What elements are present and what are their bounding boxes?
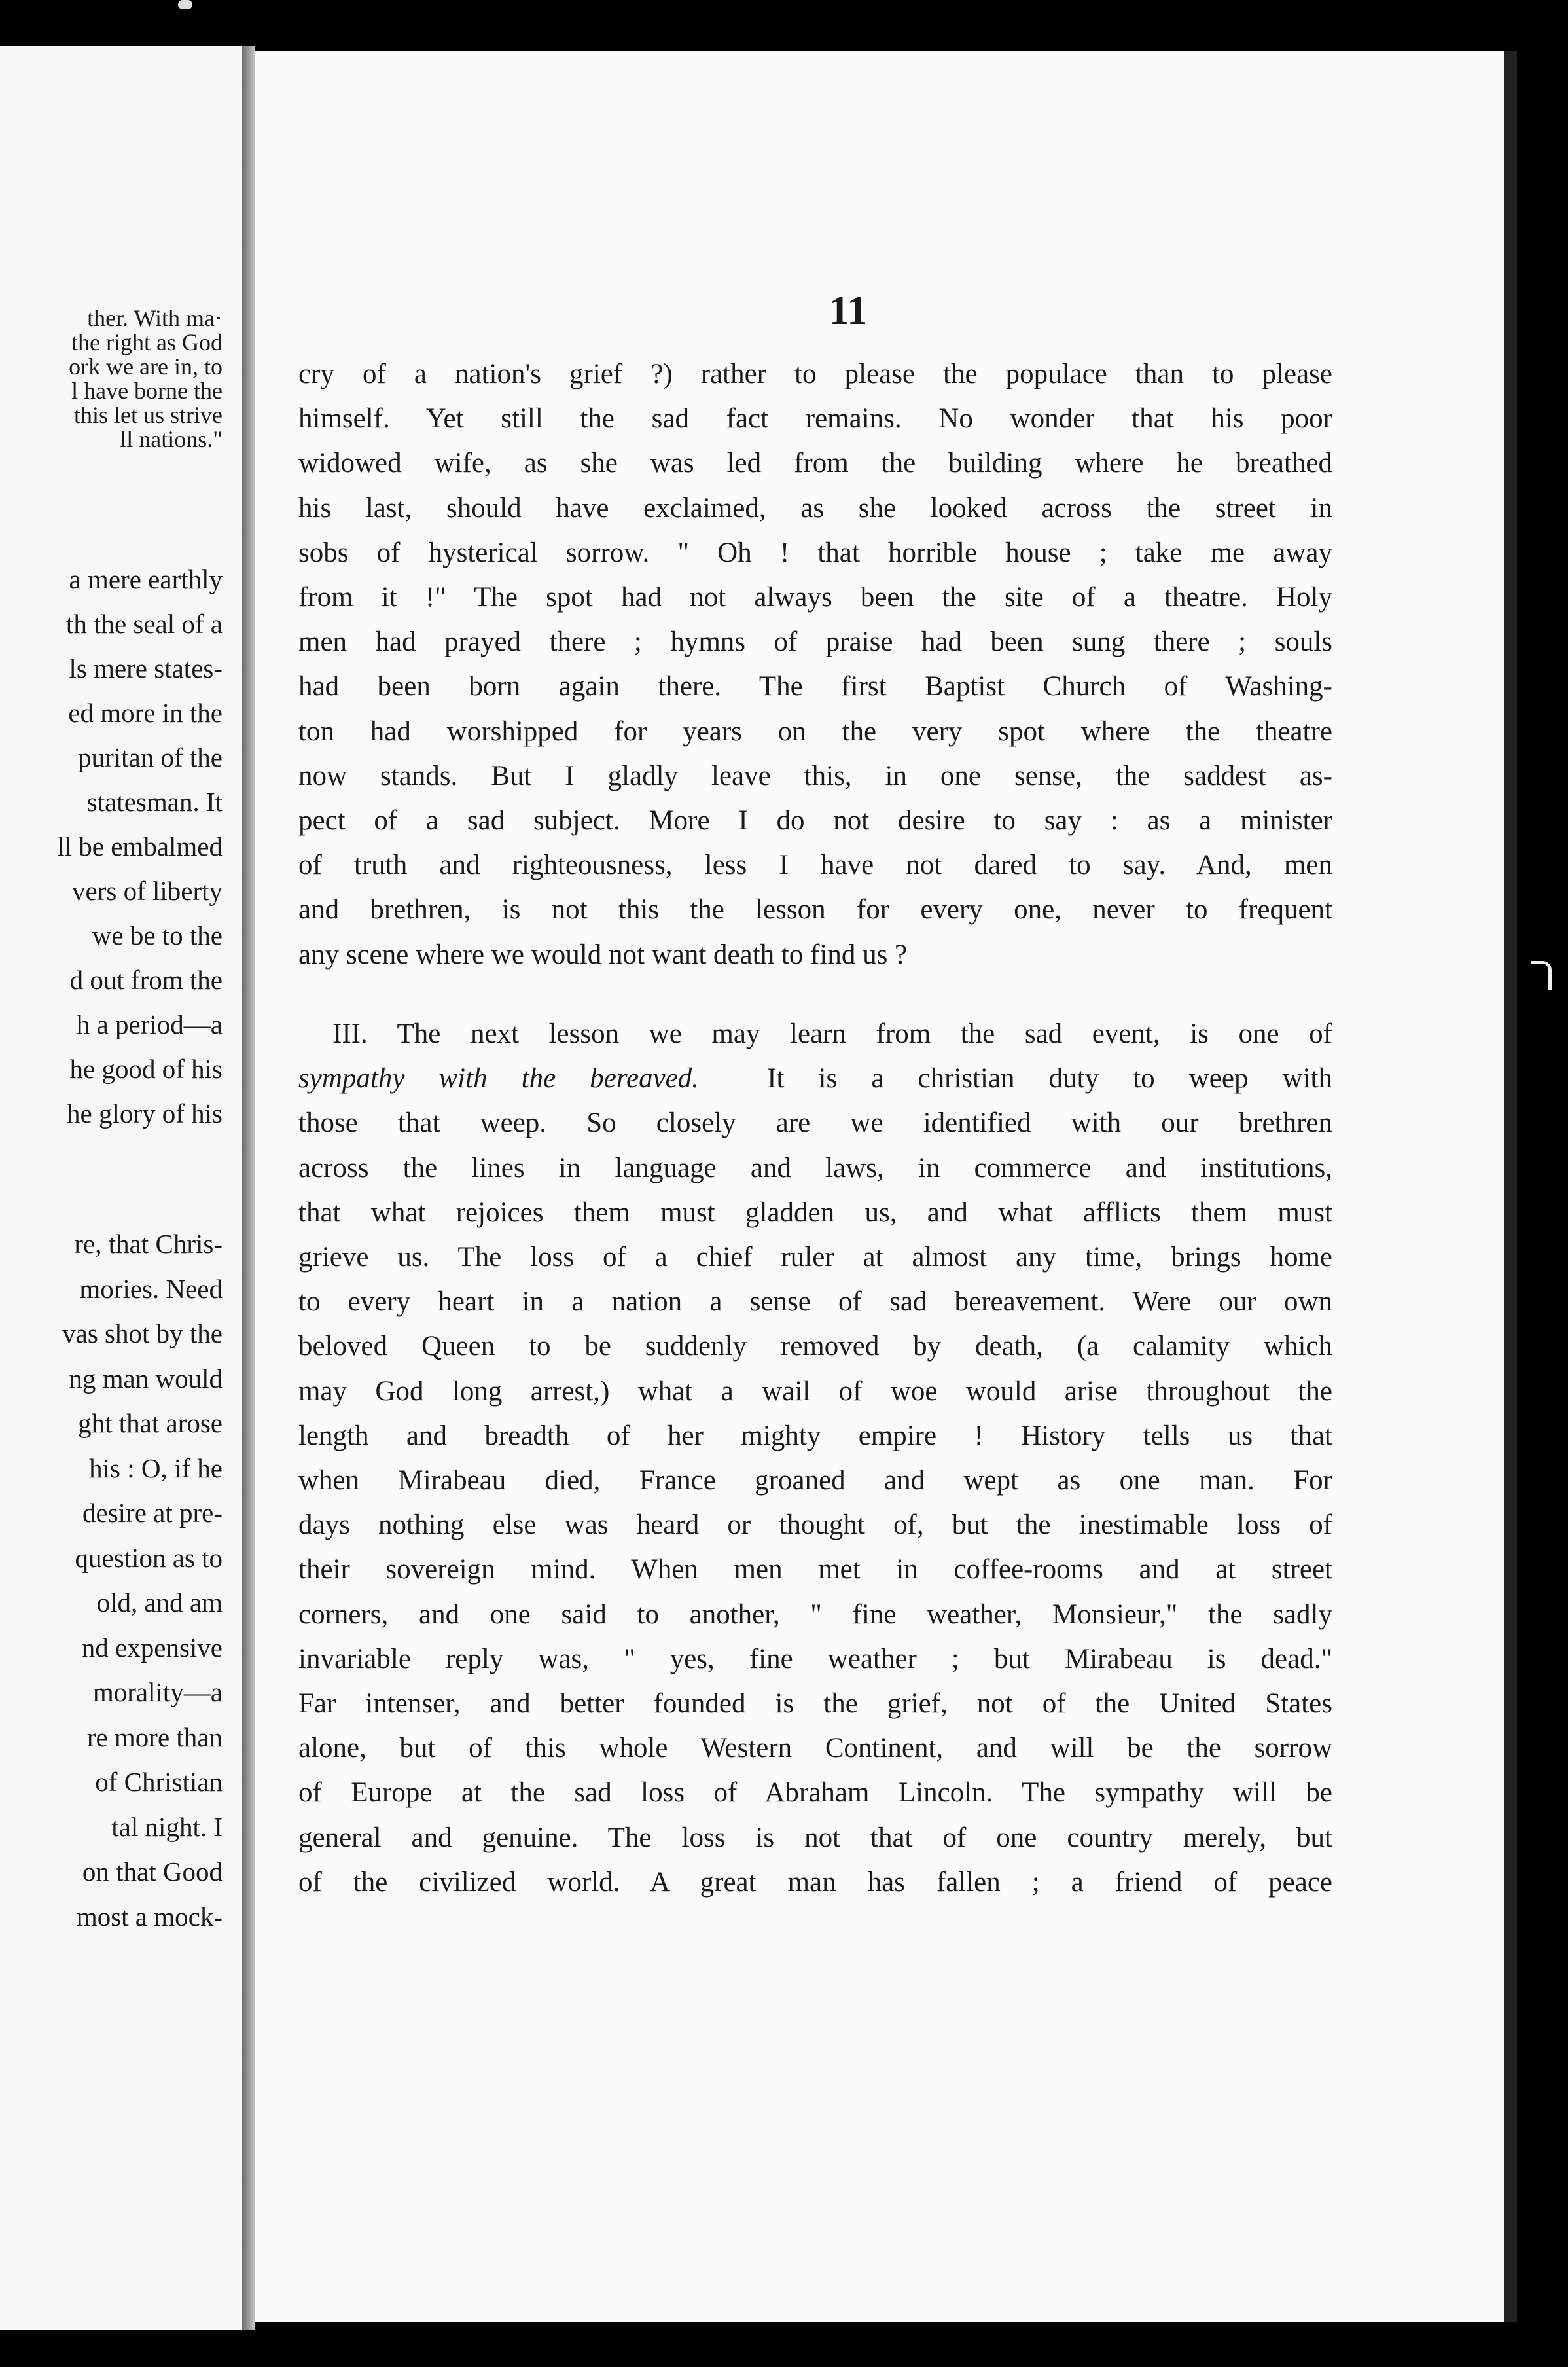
body-line: days nothing else was heard or thought of, but the inestimable loss of — [298, 1509, 1332, 1541]
page-number: 11 — [829, 289, 868, 333]
book-gutter — [242, 46, 255, 2330]
left-page-line: on that Good — [82, 1856, 223, 1887]
left-page-line: most a mock- — [76, 1901, 223, 1932]
left-page-line: we be to the — [92, 920, 223, 950]
left-page-line: ng man would — [69, 1363, 223, 1394]
body-line: of Europe at the sad loss of Abraham Lincoln. The sympathy will be — [298, 1777, 1332, 1809]
left-page-line: ed more in the — [68, 698, 223, 728]
body-line: now stands. But I gladly leave this, in one sense, the saddest as- — [298, 760, 1332, 791]
left-page-line: the right as God — [71, 329, 223, 355]
left-page-line: tal night. I — [111, 1811, 223, 1842]
body-line: general and genuine. The loss is not that of one country merely, but — [298, 1822, 1332, 1853]
left-page-line: this let us strive — [74, 402, 223, 428]
left-page-line: re, that Chris- — [74, 1229, 223, 1259]
body-line: from it !" The spot had not always been the site of a theatre. Holy — [298, 582, 1332, 613]
left-page-line: d out from the — [69, 965, 223, 995]
body-line: himself. Yet still the sad fact remains. No wonder that his poor — [298, 403, 1332, 435]
left-page-line: ther. With ma· — [87, 305, 223, 331]
body-line: may God long arrest,) what a wail of woe would arise throughout the — [298, 1375, 1332, 1407]
page-edge-shadow — [1504, 51, 1517, 2322]
body-line: his last, should have exclaimed, as she looked across the street in — [298, 492, 1332, 524]
body-line: beloved Queen to be suddenly removed by death, (a calamity which — [298, 1331, 1332, 1362]
body-line: when Mirabeau died, France groaned and wept as one man. For — [298, 1465, 1332, 1496]
body-line: ton had worshipped for years on the very spot where the theatre — [298, 715, 1332, 747]
left-page-line: vas shot by the — [62, 1318, 223, 1348]
left-page-line: morality—a — [92, 1677, 223, 1707]
left-page-line: re more than — [86, 1722, 223, 1752]
body-line: III. The next lesson we may learn from the sad event, is one of — [332, 1019, 1332, 1049]
body-line: those that weep. So closely are we identified with our brethren — [298, 1108, 1332, 1139]
right-page — [255, 51, 1504, 2322]
left-page-line: he good of his — [69, 1054, 223, 1084]
body-line: invariable reply was, " yes, fine weather ; but Mirabeau is dead." — [298, 1643, 1332, 1674]
body-line: that what rejoices them must gladden us, and what afflicts them must — [298, 1197, 1332, 1228]
body-line: of truth and righteousness, less I have not dared to say. And, men — [298, 850, 1332, 881]
left-page-line: he glory of his — [67, 1098, 223, 1129]
left-page-line: mories. Need — [79, 1273, 223, 1304]
edge-mark — [1531, 961, 1552, 990]
body-line: grieve us. The loss of a chief ruler at almost any time, brings home — [298, 1242, 1332, 1273]
left-page-fragment — [0, 46, 242, 2330]
body-line — [298, 1064, 1332, 1093]
left-page-line: of Christian — [95, 1767, 223, 1797]
left-page-line: th the seal of a — [65, 609, 223, 639]
left-page-line: ll nations." — [120, 426, 223, 452]
body-line: across the lines in language and laws, in commerce and institutions, — [298, 1152, 1332, 1184]
left-page-line: a mere earthly — [69, 564, 223, 594]
body-line: of the civilized world. A great man has fallen ; a friend of peace — [298, 1866, 1332, 1898]
left-page-line: question as to — [75, 1542, 223, 1573]
body-line: widowed wife, as she was led from the building where he breathed — [298, 448, 1332, 479]
body-line: their sovereign mind. When men met in coffee-rooms and at street — [298, 1554, 1332, 1585]
body-line: sobs of hysterical sorrow. " Oh ! that horrible house ; take me away — [298, 537, 1332, 568]
left-page-line: ork we are in, to — [69, 353, 223, 380]
body-line: to every heart in a nation a sense of sad bereavement. Were our own — [298, 1286, 1332, 1318]
left-page-line: h a period—a — [76, 1009, 223, 1039]
body-line: cry of a nation's grief ?) rather to please the populace than to please — [298, 359, 1332, 389]
left-page-line: vers of liberty — [72, 876, 223, 906]
left-page-line: ll be embalmed — [57, 831, 223, 861]
line-rest: It is a christian duty to weep with — [699, 1063, 1332, 1094]
body-line: Far intenser, and better founded is the grief, not of the United States — [298, 1688, 1332, 1719]
left-page-line: l have borne the — [71, 378, 223, 404]
left-page-line: puritan of the — [78, 742, 223, 772]
left-page-line: statesman. It — [86, 787, 223, 817]
left-page-line: desire at pre- — [82, 1498, 223, 1528]
left-page-line: ls mere states- — [69, 653, 223, 683]
left-page-line: nd expensive — [81, 1632, 223, 1663]
body-line: corners, and one said to another, " fine weather, Monsieur," the sadly — [298, 1599, 1332, 1630]
italic-phrase: sympathy with the bereaved. — [298, 1063, 700, 1094]
body-line: had been born again there. The first Baptist Church of Washing- — [298, 671, 1332, 702]
body-line: men had prayed there ; hymns of praise had been sung there ; souls — [298, 626, 1332, 658]
left-page-line: his : O, if he — [89, 1453, 223, 1483]
scan-artifact — [178, 0, 192, 9]
body-line: pect of a sad subject. More I do not desire to say : as a minister — [298, 805, 1332, 836]
body-line: length and breadth of her mighty empire ! History tells us that — [298, 1420, 1332, 1451]
body-line: any scene where we would not want death to find us ? — [298, 939, 908, 970]
body-line: and brethren, is not this the lesson for every one, never to frequent — [298, 894, 1332, 926]
left-page-line: old, and am — [96, 1587, 223, 1617]
left-page-line: ght that arose — [78, 1408, 223, 1438]
body-line: alone, but of this whole Western Continent, and will be the sorrow — [298, 1733, 1332, 1764]
